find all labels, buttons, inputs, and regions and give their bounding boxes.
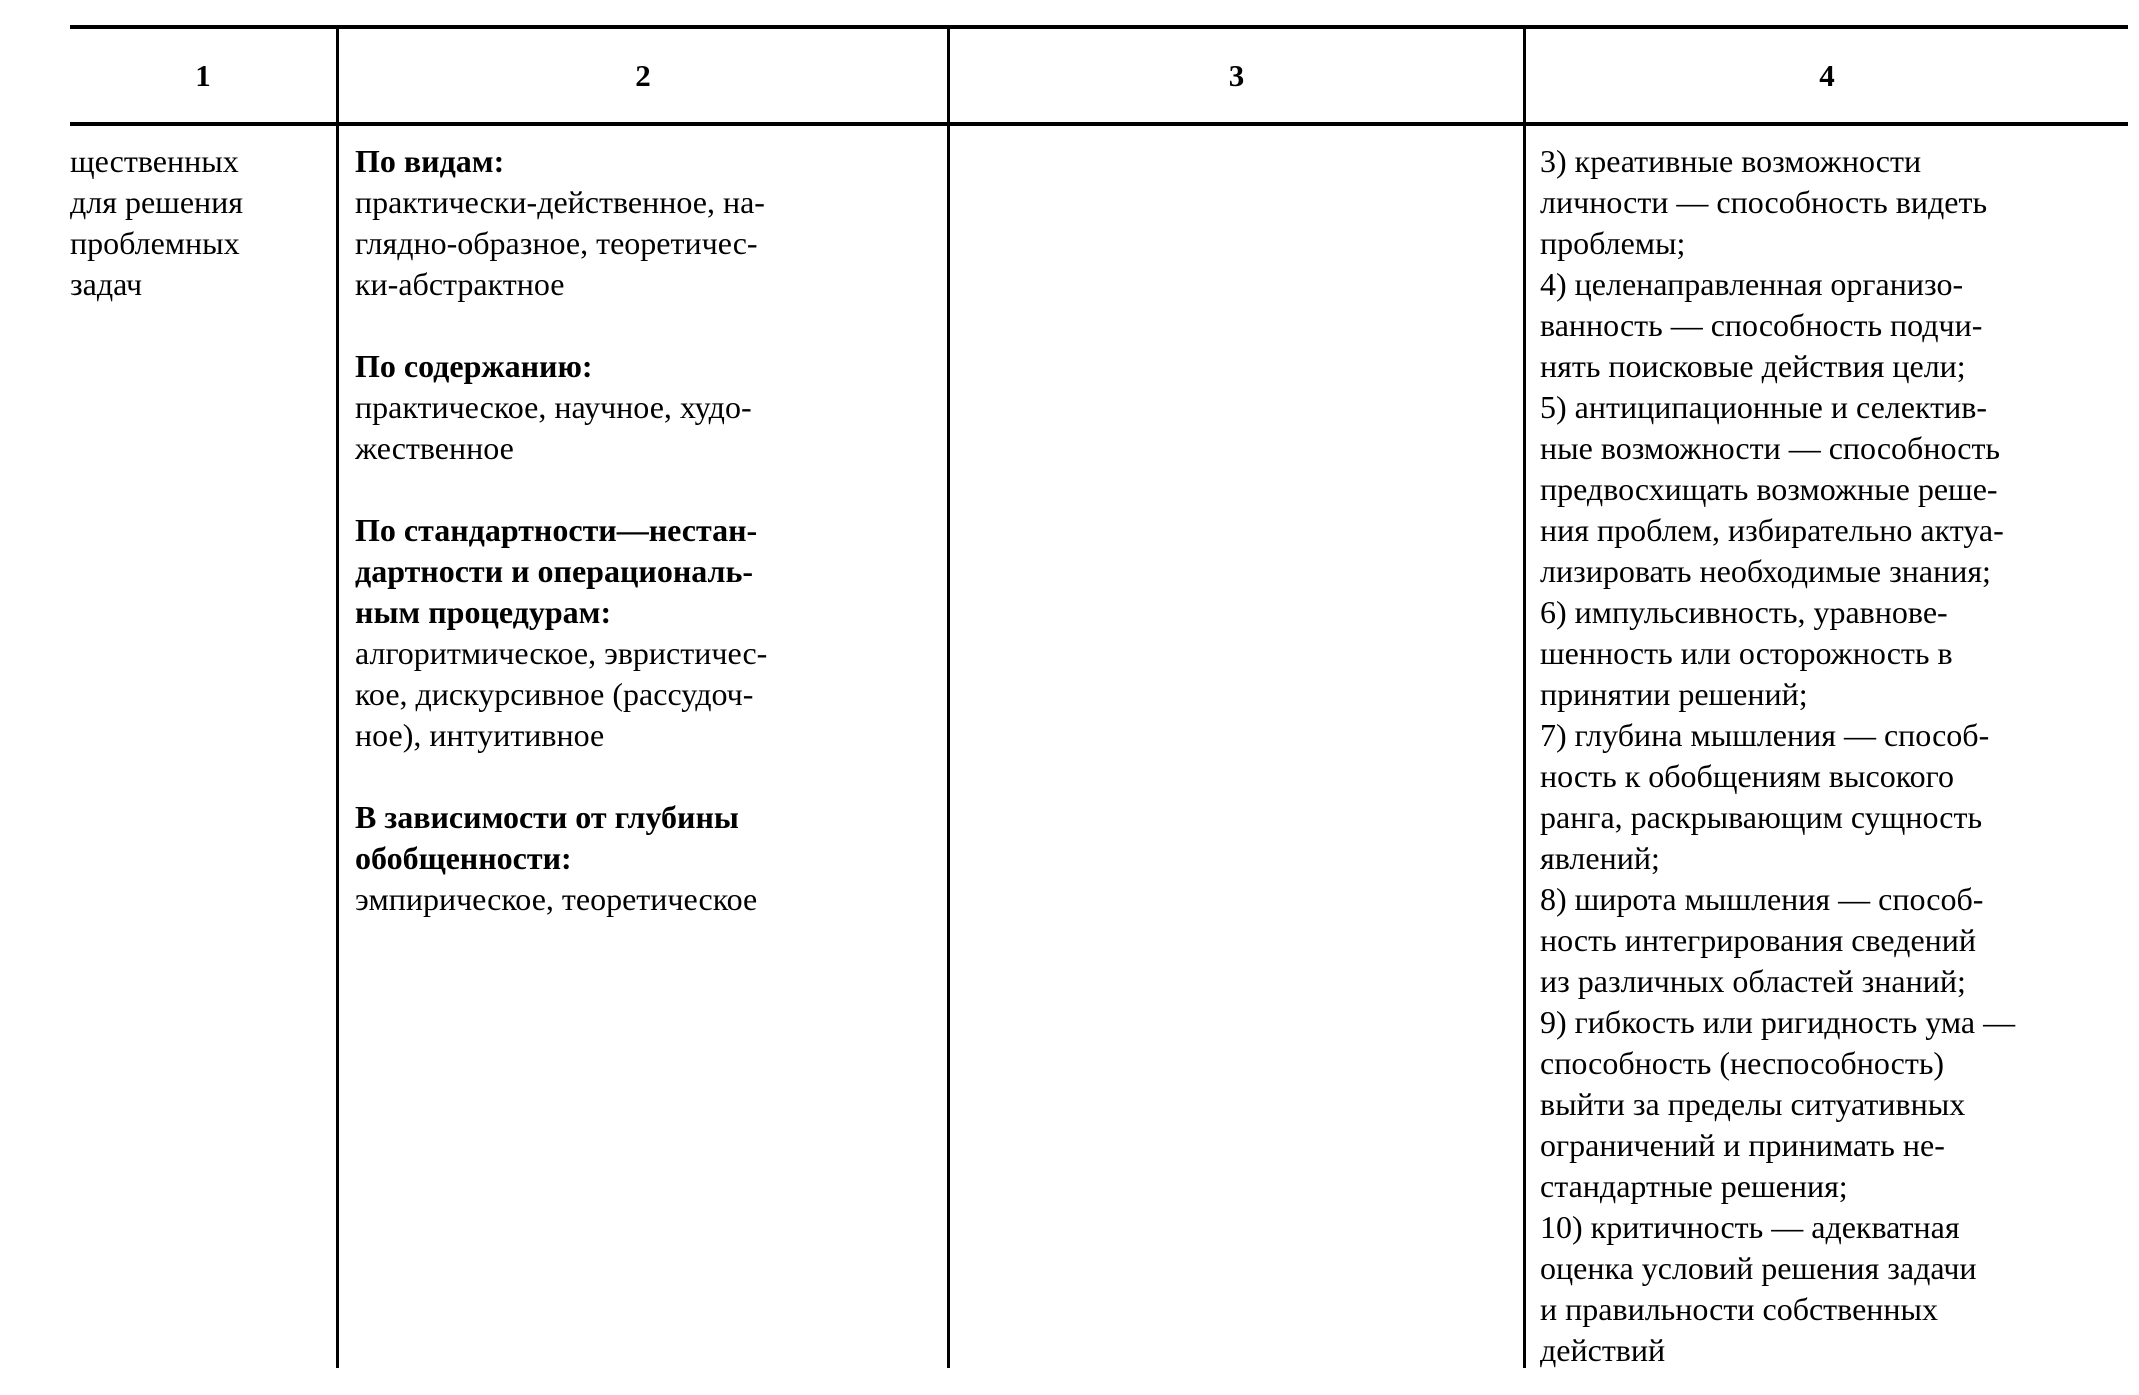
text-line: ограничений и принимать не- xyxy=(1540,1127,1945,1163)
text-line: 9) гибкость или ригидность ума — xyxy=(1540,1004,2016,1040)
text-line: ванность — способность подчи- xyxy=(1540,307,1983,343)
text-line: 10) критичность — адекватная xyxy=(1540,1209,1960,1245)
text-line: выйти за пределы ситуативных xyxy=(1540,1086,1966,1122)
text-line: явлений; xyxy=(1540,840,1660,876)
text-line: ное), интуитивное xyxy=(355,717,605,753)
text-line: ные возможности — способность xyxy=(1540,430,2001,466)
text-line: кое, дискурсивное (рассудоч- xyxy=(355,676,754,712)
table-header-rule xyxy=(70,122,2128,126)
text-line: глядно-образное, теоретичес- xyxy=(355,225,758,261)
classification-section-by-standardness xyxy=(355,510,945,756)
text-line: 8) широта мышления — способ- xyxy=(1540,881,1984,917)
table-cell-column-1 xyxy=(70,141,332,305)
classification-section-by-generalization-depth xyxy=(355,797,945,920)
text-line: задач xyxy=(70,266,143,302)
table-cell-column-4 xyxy=(1540,141,2130,1371)
text-line: жественное xyxy=(355,430,514,466)
text-line: оценка условий решения задачи xyxy=(1540,1250,1977,1286)
table-cell-column-2 xyxy=(355,141,945,920)
table-header-cell-1: 1 xyxy=(195,57,211,93)
table-header-cell-3: 3 xyxy=(1228,57,1245,93)
text-line: способность (неспособность) xyxy=(1540,1045,1945,1081)
section-heading: дартности и операциональ- xyxy=(355,553,754,589)
text-line: 3) креативные возможности xyxy=(1540,143,1922,179)
text-line: принятии решений; xyxy=(1540,676,1808,712)
column-divider-3-4 xyxy=(1523,27,1526,1368)
text-line: стандартные решения; xyxy=(1540,1168,1848,1204)
section-heading: По стандартности—нестан- xyxy=(355,512,758,548)
table-header-cell-2: 2 xyxy=(635,57,651,93)
text-line: ность к обобщениям высокого xyxy=(1540,758,1954,794)
column-divider-2-3 xyxy=(947,27,950,1368)
text-line: и правильности собственных xyxy=(1540,1291,1939,1327)
text-line: 5) антиципационные и селектив- xyxy=(1540,389,1987,425)
text-line: нять поисковые действия цели; xyxy=(1540,348,1966,384)
text-line: ки-абстрактное xyxy=(355,266,565,302)
text-line: щественных xyxy=(70,143,239,179)
text-line: практическое, научное, худо- xyxy=(355,389,752,425)
classification-section-by-content xyxy=(355,346,945,469)
text-line: ния проблем, избирательно актуа- xyxy=(1540,512,2004,548)
text-line: практически-действенное, на- xyxy=(355,184,765,220)
text-line: 6) импульсивность, уравнове- xyxy=(1540,594,1948,630)
section-heading: ным процедурам: xyxy=(355,594,612,630)
section-heading: В зависимости от глубины xyxy=(355,799,739,835)
text-line: 4) целенаправленная организо- xyxy=(1540,266,1964,302)
text-line: лизировать необходимые знания; xyxy=(1540,553,1991,589)
classification-section-by-type xyxy=(355,141,945,305)
text-line: из различных областей знаний; xyxy=(1540,963,1966,999)
section-heading: обобщенности: xyxy=(355,840,572,876)
text-line: личности — способность видеть xyxy=(1540,184,1988,220)
column-divider-1-2 xyxy=(336,27,339,1368)
text-line: эмпирическое, теоретическое xyxy=(355,881,758,917)
section-heading: По видам: xyxy=(355,143,505,179)
text-line: ранга, раскрывающим сущность xyxy=(1540,799,1983,835)
text-line: действий xyxy=(1540,1332,1666,1368)
text-line: предвосхищать возможные реше- xyxy=(1540,471,1998,507)
text-line: ность интегрирования сведений xyxy=(1540,922,1977,958)
text-line: для решения xyxy=(70,184,243,220)
text-line: 7) глубина мышления — способ- xyxy=(1540,717,1990,753)
text-line: алгоритмическое, эвристичес- xyxy=(355,635,768,671)
table-header-cell-4: 4 xyxy=(1819,57,1835,93)
text-line: проблемы; xyxy=(1540,225,1686,261)
text-line: шенность или осторожность в xyxy=(1540,635,1953,671)
section-heading: По содержанию: xyxy=(355,348,593,384)
text-line: проблемных xyxy=(70,225,240,261)
